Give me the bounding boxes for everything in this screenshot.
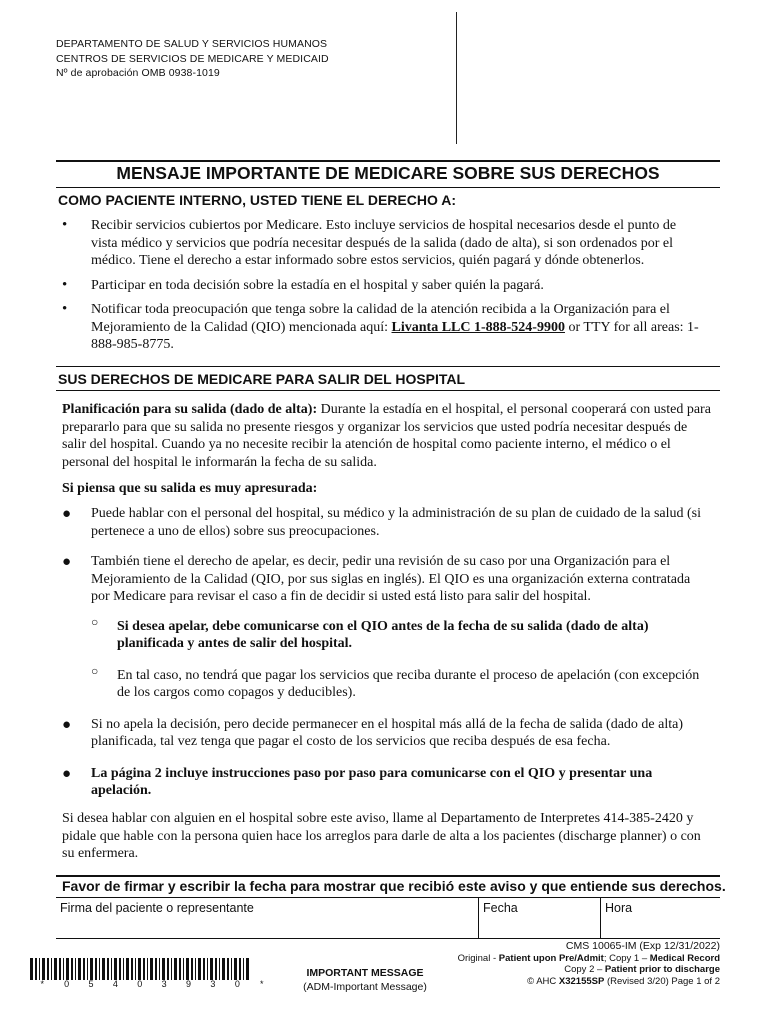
list-item bbox=[62, 277, 702, 295]
copy2-prefix: Copy 2 – bbox=[564, 964, 605, 975]
important-message-label bbox=[300, 966, 430, 994]
section-2-top-rule bbox=[56, 366, 720, 367]
bullet-dot-icon: ● bbox=[62, 554, 72, 570]
page-title: MENSAJE IMPORTANTE DE MEDICARE SOBRE SUS DERECHOS bbox=[116, 163, 660, 183]
time-field[interactable] bbox=[600, 898, 720, 938]
circle-bullet-icon: ○ bbox=[91, 663, 99, 678]
list-item bbox=[62, 301, 702, 354]
section-1-heading: COMO PACIENTE INTERNO, USTED TIENE EL DERECHO A: bbox=[58, 192, 456, 208]
barcode-digit: 3 bbox=[210, 979, 216, 989]
list-item bbox=[62, 505, 702, 540]
list-item bbox=[62, 716, 702, 751]
tty-text: or TTY for all areas: 1-888-985-8775. bbox=[91, 319, 699, 352]
section-1-list bbox=[62, 217, 702, 354]
bullet-dot-icon: • bbox=[62, 301, 68, 317]
copy1-original: Patient upon Pre/Admit bbox=[498, 952, 604, 964]
omb-approval-number: Nº de aprobación OMB 0938-1019 bbox=[56, 67, 220, 79]
discharge-planning-paragraph bbox=[62, 401, 712, 471]
copy-line-2 bbox=[458, 964, 720, 976]
signature-row bbox=[56, 897, 720, 939]
discharge-planning-lead: Planificación para su salida (dado de alta): bbox=[62, 402, 318, 417]
title-top-rule bbox=[56, 160, 720, 162]
sub-list-item-text: Si desea apelar, debe comunicarse con el QIO antes de la fecha de su salida (dado de alta) planificada y antes de salir del hospital. bbox=[117, 618, 649, 651]
agency-header bbox=[56, 37, 329, 81]
important-message-subtitle: (ADM-Important Message) bbox=[303, 981, 427, 993]
section-2-heading: SUS DERECHOS DE MEDICARE PARA SALIR DEL HOSPITAL bbox=[58, 371, 466, 387]
important-message-title: IMPORTANT MESSAGE bbox=[306, 967, 424, 979]
copy1-middle: ; Copy 1 – bbox=[603, 952, 650, 964]
ahc-revision: (Revised 3/20) Page 1 of 2 bbox=[604, 975, 720, 987]
discharge-planning-text: Durante la estadía en el hospital, el personal cooperará con usted para prepararlo para que su salida no presente riesgos y organizar los servicios que usted podría necesitar después de salir del hospital. Cuando ya no necesite recibir la atención de hospital como paciente interno, el médico o el personal del hospital le informarán la fecha de su salida. bbox=[62, 402, 711, 470]
barcode-icon bbox=[30, 958, 250, 980]
barcode-digit: 0 bbox=[234, 979, 240, 989]
sub-list-item-text: En tal caso, no tendrá que pagar los servicios que reciba durante el proceso de apelación (con excepción de los cargos como copagos y deducibles). bbox=[117, 667, 700, 700]
sub-list-item bbox=[62, 663, 702, 702]
date-label: Fecha bbox=[483, 901, 518, 915]
list-item-text: Puede hablar con el personal del hospital, su médico y la administración de su plan de cuidado de la salud (si pertenece a uno de ellos) sobre sus preocupaciones. bbox=[91, 506, 701, 539]
barcode-digit: 4 bbox=[112, 979, 118, 989]
agency-line-1: DEPARTAMENTO DE SALUD Y SERVICIOS HUMANOS bbox=[56, 38, 328, 50]
circle-bullet-icon: ○ bbox=[91, 614, 99, 629]
section-2-bottom-rule bbox=[56, 390, 720, 391]
ahc-prefix: © AHC bbox=[527, 975, 559, 987]
patient-signature-field[interactable] bbox=[56, 898, 478, 938]
ahc-code: X32155SP bbox=[558, 975, 605, 987]
barcode-digit: 5 bbox=[88, 979, 94, 989]
barcode-digit: 3 bbox=[161, 979, 167, 989]
list-item-text: También tiene el derecho de apelar, es decir, pedir una revisión de su caso por una Organización para el Mejoramiento de la Calidad (QIO, por sus siglas en inglés). El QIO es una organización externa contratada por Medicare para revisar el caso a fin de decidir si usted está listo para salir del hospital. bbox=[91, 554, 691, 604]
barcode-digit: * bbox=[259, 979, 264, 989]
list-item bbox=[62, 553, 702, 606]
signature-top-rule bbox=[56, 875, 720, 877]
ahc-line bbox=[458, 976, 720, 988]
list-item bbox=[62, 217, 702, 270]
list-item-text: Notificar toda preocupación que tenga sobre la calidad de la atención recibida a la Organización para el Mejoramiento de la Calidad (QIO) mencionada aquí: bbox=[91, 302, 670, 335]
list-item-text: Participar en toda decisión sobre la estadía en el hospital y saber quién la pagará. bbox=[91, 277, 544, 293]
patient-signature-label: Firma del paciente o representante bbox=[60, 901, 254, 915]
bullet-dot-icon: • bbox=[62, 217, 68, 233]
copy-line-1 bbox=[458, 953, 720, 965]
copy1-prefix: Original - bbox=[457, 952, 499, 964]
copy2-discharge: Patient prior to discharge bbox=[604, 964, 720, 975]
form-info bbox=[458, 941, 720, 987]
copy1-record: Medical Record bbox=[649, 952, 720, 964]
barcode-digit: 9 bbox=[186, 979, 192, 989]
list-item-text: Si no apela la decisión, pero decide permanecer en el hospital más allá de la fecha de salida (dado de alta) planificada, tal vez tenga que pagar el costo de los servicios que reciba después de esa fecha. bbox=[91, 716, 684, 749]
barcode-digit: * bbox=[40, 979, 44, 989]
qio-contact-link[interactable]: Livanta LLC 1-888-524-9900 bbox=[391, 319, 565, 335]
barcode-digit: 0 bbox=[64, 979, 70, 989]
list-item bbox=[62, 765, 702, 800]
list-item-text: Recibir servicios cubiertos por Medicare. Esto incluye servicios de hospital necesarios desde el punto de vista médico y servicios que podría necesitar después de la salida (dado de alta), si son ordenados por el médico. Tiene el derecho a estar informado sobre estos servicios, quién pagará y dónde obtenerlos. bbox=[91, 218, 677, 268]
agency-line-2: CENTROS DE SERVICIOS DE MEDICARE Y MEDICAID bbox=[56, 52, 329, 65]
rushed-heading: Si piensa que su salida es muy apresurada: bbox=[62, 481, 318, 496]
barcode-digit: 0 bbox=[137, 979, 143, 989]
time-label: Hora bbox=[605, 901, 633, 915]
date-field[interactable] bbox=[478, 898, 600, 938]
bullet-dot-icon: ● bbox=[62, 716, 72, 733]
cms-form-number: CMS 10065-IM (Exp 12/31/2022) bbox=[565, 940, 720, 952]
list-item-text: La página 2 incluye instrucciones paso por paso para comunicarse con el QIO y presentar una apelación. bbox=[91, 765, 653, 798]
section-2-list bbox=[62, 505, 702, 800]
title-bottom-rule bbox=[56, 187, 720, 188]
bullet-dot-icon: ● bbox=[62, 765, 72, 782]
barcode-number bbox=[30, 979, 264, 989]
header-divider bbox=[456, 12, 457, 144]
sub-list-item bbox=[62, 614, 702, 653]
signature-instruction: Favor de firmar y escribir la fecha para mostrar que recibió este aviso y que entiende sus derechos. bbox=[62, 878, 726, 894]
contact-paragraph: Si desea hablar con alguien en el hospital sobre este aviso, llame al Departamento de Interpretes 414-385-2420 y pidale que hable con la persona quien hace los arreglos para darle de alta a los pacientes (discharge planner) o con su enfermera. bbox=[62, 811, 701, 861]
bullet-dot-icon: • bbox=[62, 276, 68, 293]
bullet-dot-icon: ● bbox=[62, 506, 72, 522]
